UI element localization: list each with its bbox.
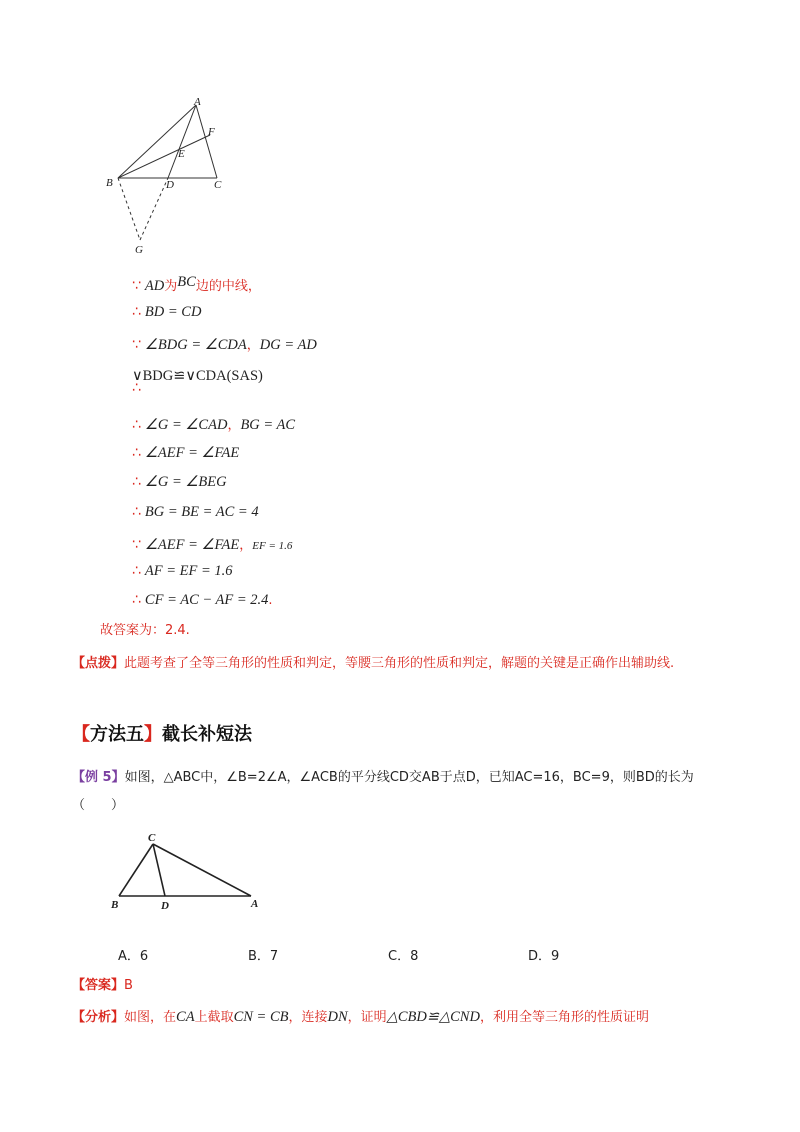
proof-line-7: ∴ ∠G = ∠BEG	[132, 474, 227, 490]
option-b[interactable]: B．7	[248, 949, 279, 964]
proof-line-4-symbol: ∴	[132, 380, 141, 396]
label-B: B	[106, 177, 113, 189]
proof-line-2: ∴ BD = CD	[132, 304, 202, 320]
proof-line-3: ∵ ∠BDG = ∠CDA，DG = AD	[132, 337, 317, 353]
section-heading: 【方法五】截长补短法	[72, 724, 252, 745]
label-D2: D	[161, 900, 169, 912]
label-A: A	[194, 96, 201, 108]
proof-line-8: ∴ BG = BE = AC = 4	[132, 504, 259, 520]
proof-line-6: ∴ ∠AEF = ∠FAE	[132, 445, 240, 461]
label-C2: C	[148, 832, 156, 844]
example-paragraph: 【例 5】如图，△ABC中，∠B=2∠A，∠ACB的平分线CD交AB于点D，已知AC=16，BC=9，则BD的长为（ ）	[72, 770, 694, 813]
proof-line-9: ∵ ∠AEF = ∠FAE，EF = 1.6	[132, 537, 293, 553]
answer-paragraph: 【答案】B	[72, 978, 133, 993]
analysis-paragraph: 【分析】如图，在CA上截取CN = CB，连接DN，证明△CBD≌△CND，利用全等三角形的性质证明	[72, 1009, 649, 1025]
proof-line-4: ∨BDG≌∨CDA(SAS)	[132, 368, 263, 384]
label-F: F	[208, 126, 215, 138]
option-c[interactable]: C．8	[388, 949, 419, 964]
proof-line-1: ∵ AD为BC边的中线，	[132, 274, 261, 294]
label-E: E	[178, 148, 185, 160]
label-C: C	[214, 179, 222, 191]
option-a[interactable]: A．6	[118, 949, 149, 964]
proof-line-11: ∴ CF = AC − AF = 2.4.	[132, 592, 273, 608]
figure-triangle-abc-bisector	[105, 828, 275, 913]
comment-paragraph: 【点拨】此题考查了全等三角形的性质和判定，等腰三角形的性质和判定，解题的关键是正确作出辅助线.	[72, 656, 675, 671]
proof-line-5: ∴ ∠G = ∠CAD，BG = AC	[132, 417, 296, 433]
figure-triangle-abc-median	[100, 95, 240, 260]
label-A2: A	[251, 898, 259, 910]
proof-line-10: ∴ AF = EF = 1.6	[132, 563, 233, 579]
option-d[interactable]: D．9	[528, 949, 560, 964]
label-G: G	[135, 244, 143, 256]
label-D: D	[166, 179, 174, 191]
label-B2: B	[111, 899, 119, 911]
answer-line: 故答案为：2.4.	[100, 623, 190, 638]
